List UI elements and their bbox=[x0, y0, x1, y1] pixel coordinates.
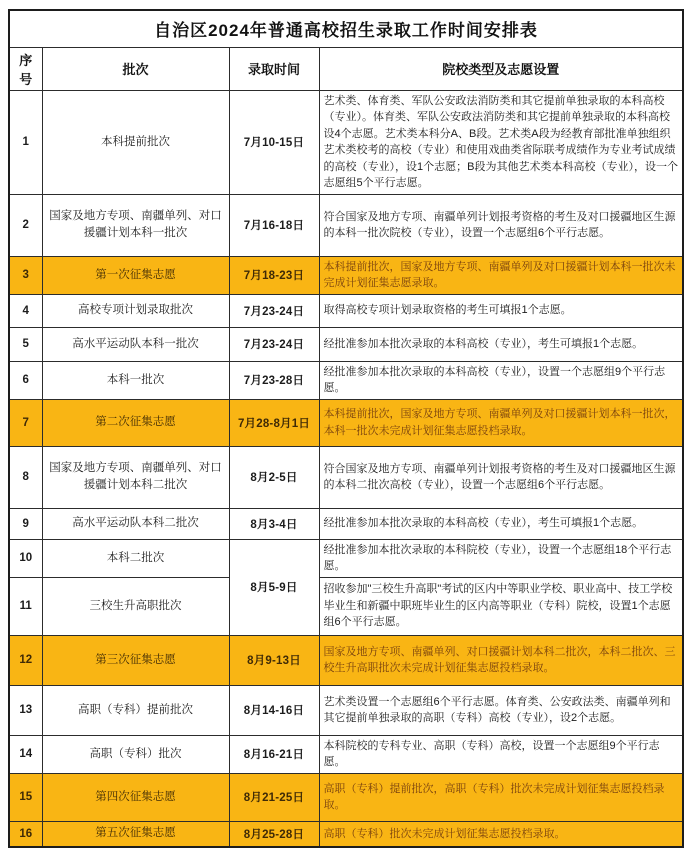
admission-time-merged: 8月5-9日 bbox=[229, 539, 319, 635]
admission-time: 8月21-25日 bbox=[229, 773, 319, 821]
row-description: 经批准参加本批次录取的本科高校（专业），设置一个志愿组9个平行志愿。 bbox=[319, 361, 683, 399]
row-description: 经批准参加本批次录取的本科院校（专业），设置一个志愿组18个平行志愿。 bbox=[319, 539, 683, 577]
row-number: 3 bbox=[9, 256, 42, 294]
row-description: 本科院校的专科专业、高职（专科）高校，设置一个志愿组9个平行志愿。 bbox=[319, 735, 683, 773]
table-row bbox=[9, 194, 683, 256]
batch-name: 高职（专科）批次 bbox=[42, 735, 229, 773]
admission-time: 8月2-5日 bbox=[229, 446, 319, 508]
admission-time: 8月3-4日 bbox=[229, 508, 319, 539]
row-number: 15 bbox=[9, 773, 42, 821]
table-row-highlighted bbox=[9, 635, 683, 685]
batch-name: 高水平运动队本科一批次 bbox=[42, 327, 229, 361]
admission-schedule-table bbox=[8, 9, 684, 848]
table-row bbox=[9, 539, 683, 577]
row-description: 艺术类设置一个志愿组6个平行志愿。体育类、公安政法类、南疆单列和其它提前单独录取的高职（专科）高校（专业），设2个志愿。 bbox=[319, 685, 683, 735]
admission-time: 7月18-23日 bbox=[229, 256, 319, 294]
table-row bbox=[9, 327, 683, 361]
row-number: 12 bbox=[9, 635, 42, 685]
batch-name: 三校生升高职批次 bbox=[42, 577, 229, 635]
row-description: 符合国家及地方专项、南疆单列计划报考资格的考生及对口援疆地区生源的本科一批次院校（专业），设置一个志愿组6个平行志愿。 bbox=[319, 194, 683, 256]
row-number: 5 bbox=[9, 327, 42, 361]
table-row-highlighted bbox=[9, 399, 683, 446]
table-row-highlighted bbox=[9, 821, 683, 847]
admission-time: 7月10-15日 bbox=[229, 90, 319, 194]
row-description: 取得高校专项计划录取资格的考生可填报1个志愿。 bbox=[319, 294, 683, 327]
admission-time: 8月9-13日 bbox=[229, 635, 319, 685]
row-number: 9 bbox=[9, 508, 42, 539]
batch-name: 本科二批次 bbox=[42, 539, 229, 577]
admission-time: 8月16-21日 bbox=[229, 735, 319, 773]
table-row bbox=[9, 446, 683, 508]
admission-time: 8月14-16日 bbox=[229, 685, 319, 735]
batch-name: 高水平运动队本科二批次 bbox=[42, 508, 229, 539]
row-number: 7 bbox=[9, 399, 42, 446]
col-header-batch: 批次 bbox=[42, 47, 229, 90]
admission-time: 7月23-24日 bbox=[229, 327, 319, 361]
table-row bbox=[9, 685, 683, 735]
row-number: 10 bbox=[9, 539, 42, 577]
table-row bbox=[9, 294, 683, 327]
row-number: 4 bbox=[9, 294, 42, 327]
batch-name: 高职（专科）提前批次 bbox=[42, 685, 229, 735]
table-row bbox=[9, 361, 683, 399]
batch-name: 国家及地方专项、南疆单列、对口援疆计划本科二批次 bbox=[42, 446, 229, 508]
batch-name: 本科提前批次 bbox=[42, 90, 229, 194]
row-number: 14 bbox=[9, 735, 42, 773]
title-row bbox=[9, 10, 683, 47]
col-header-no: 序号 bbox=[9, 47, 42, 90]
col-header-time: 录取时间 bbox=[229, 47, 319, 90]
row-description: 招收参加"三校生升高职"考试的区内中等职业学校、职业高中、技工学校毕业生和新疆中职班毕业生的区内高等职业（专科）院校，设置1个志愿组6个平行志愿。 bbox=[319, 577, 683, 635]
batch-name: 第二次征集志愿 bbox=[42, 399, 229, 446]
row-description: 符合国家及地方专项、南疆单列计划报考资格的考生及对口援疆地区生源的本科二批次高校（专业），设置一个志愿组6个平行志愿。 bbox=[319, 446, 683, 508]
batch-name: 第四次征集志愿 bbox=[42, 773, 229, 821]
row-description: 本科提前批次，国家及地方专项、南疆单列及对口援疆计划本科一批次，本科一批次未完成计划征集志愿投档录取。 bbox=[319, 399, 683, 446]
admission-time: 7月23-28日 bbox=[229, 361, 319, 399]
row-number: 16 bbox=[9, 821, 42, 847]
admission-time: 7月28-8月1日 bbox=[229, 399, 319, 446]
row-number: 11 bbox=[9, 577, 42, 635]
table-row bbox=[9, 577, 683, 635]
row-number: 8 bbox=[9, 446, 42, 508]
row-description: 高职（专科）批次未完成计划征集志愿投档录取。 bbox=[319, 821, 683, 847]
page-title: 自治区2024年普通高校招生录取工作时间安排表 bbox=[9, 10, 683, 47]
batch-name: 高校专项计划录取批次 bbox=[42, 294, 229, 327]
batch-name: 国家及地方专项、南疆单列、对口援疆计划本科一批次 bbox=[42, 194, 229, 256]
batch-name: 第一次征集志愿 bbox=[42, 256, 229, 294]
admission-time: 8月25-28日 bbox=[229, 821, 319, 847]
table-row-highlighted bbox=[9, 773, 683, 821]
admission-time: 7月23-24日 bbox=[229, 294, 319, 327]
row-description: 经批准参加本批次录取的本科高校（专业），考生可填报1个志愿。 bbox=[319, 327, 683, 361]
batch-name: 第五次征集志愿 bbox=[42, 821, 229, 847]
row-number: 6 bbox=[9, 361, 42, 399]
row-description: 经批准参加本批次录取的本科高校（专业），考生可填报1个志愿。 bbox=[319, 508, 683, 539]
row-description: 艺术类、体育类、军队公安政法消防类和其它提前单独录取的本科高校（专业）。体育类、军队公安政法消防类和其它提前单独录取的本科高校设4个志愿。艺术类本科分A、B段。艺术类A段为经教育部批准单独组织艺术类校考的高校（专业）和使用戏曲类省际联考成绩作为专业考试成绩的高校（专业），设1个志愿；B段为其他艺术类本科高校（专业），设一个志愿组5个平行志愿。 bbox=[319, 90, 683, 194]
batch-name: 本科一批次 bbox=[42, 361, 229, 399]
row-number: 13 bbox=[9, 685, 42, 735]
row-description: 高职（专科）提前批次，高职（专科）批次未完成计划征集志愿投档录取。 bbox=[319, 773, 683, 821]
header-row bbox=[9, 47, 683, 90]
table-row bbox=[9, 735, 683, 773]
row-description: 本科提前批次，国家及地方专项、南疆单列及对口援疆计划本科一批次未完成计划征集志愿录取。 bbox=[319, 256, 683, 294]
row-description: 国家及地方专项、南疆单列、对口援疆计划本科二批次，本科二批次、三校生升高职批次未完成计划征集志愿投档录取。 bbox=[319, 635, 683, 685]
row-number: 2 bbox=[9, 194, 42, 256]
batch-name: 第三次征集志愿 bbox=[42, 635, 229, 685]
admission-time: 7月16-18日 bbox=[229, 194, 319, 256]
row-number: 1 bbox=[9, 90, 42, 194]
col-header-desc: 院校类型及志愿设置 bbox=[319, 47, 683, 90]
table-row bbox=[9, 90, 683, 194]
table-row bbox=[9, 508, 683, 539]
table-row-highlighted bbox=[9, 256, 683, 294]
